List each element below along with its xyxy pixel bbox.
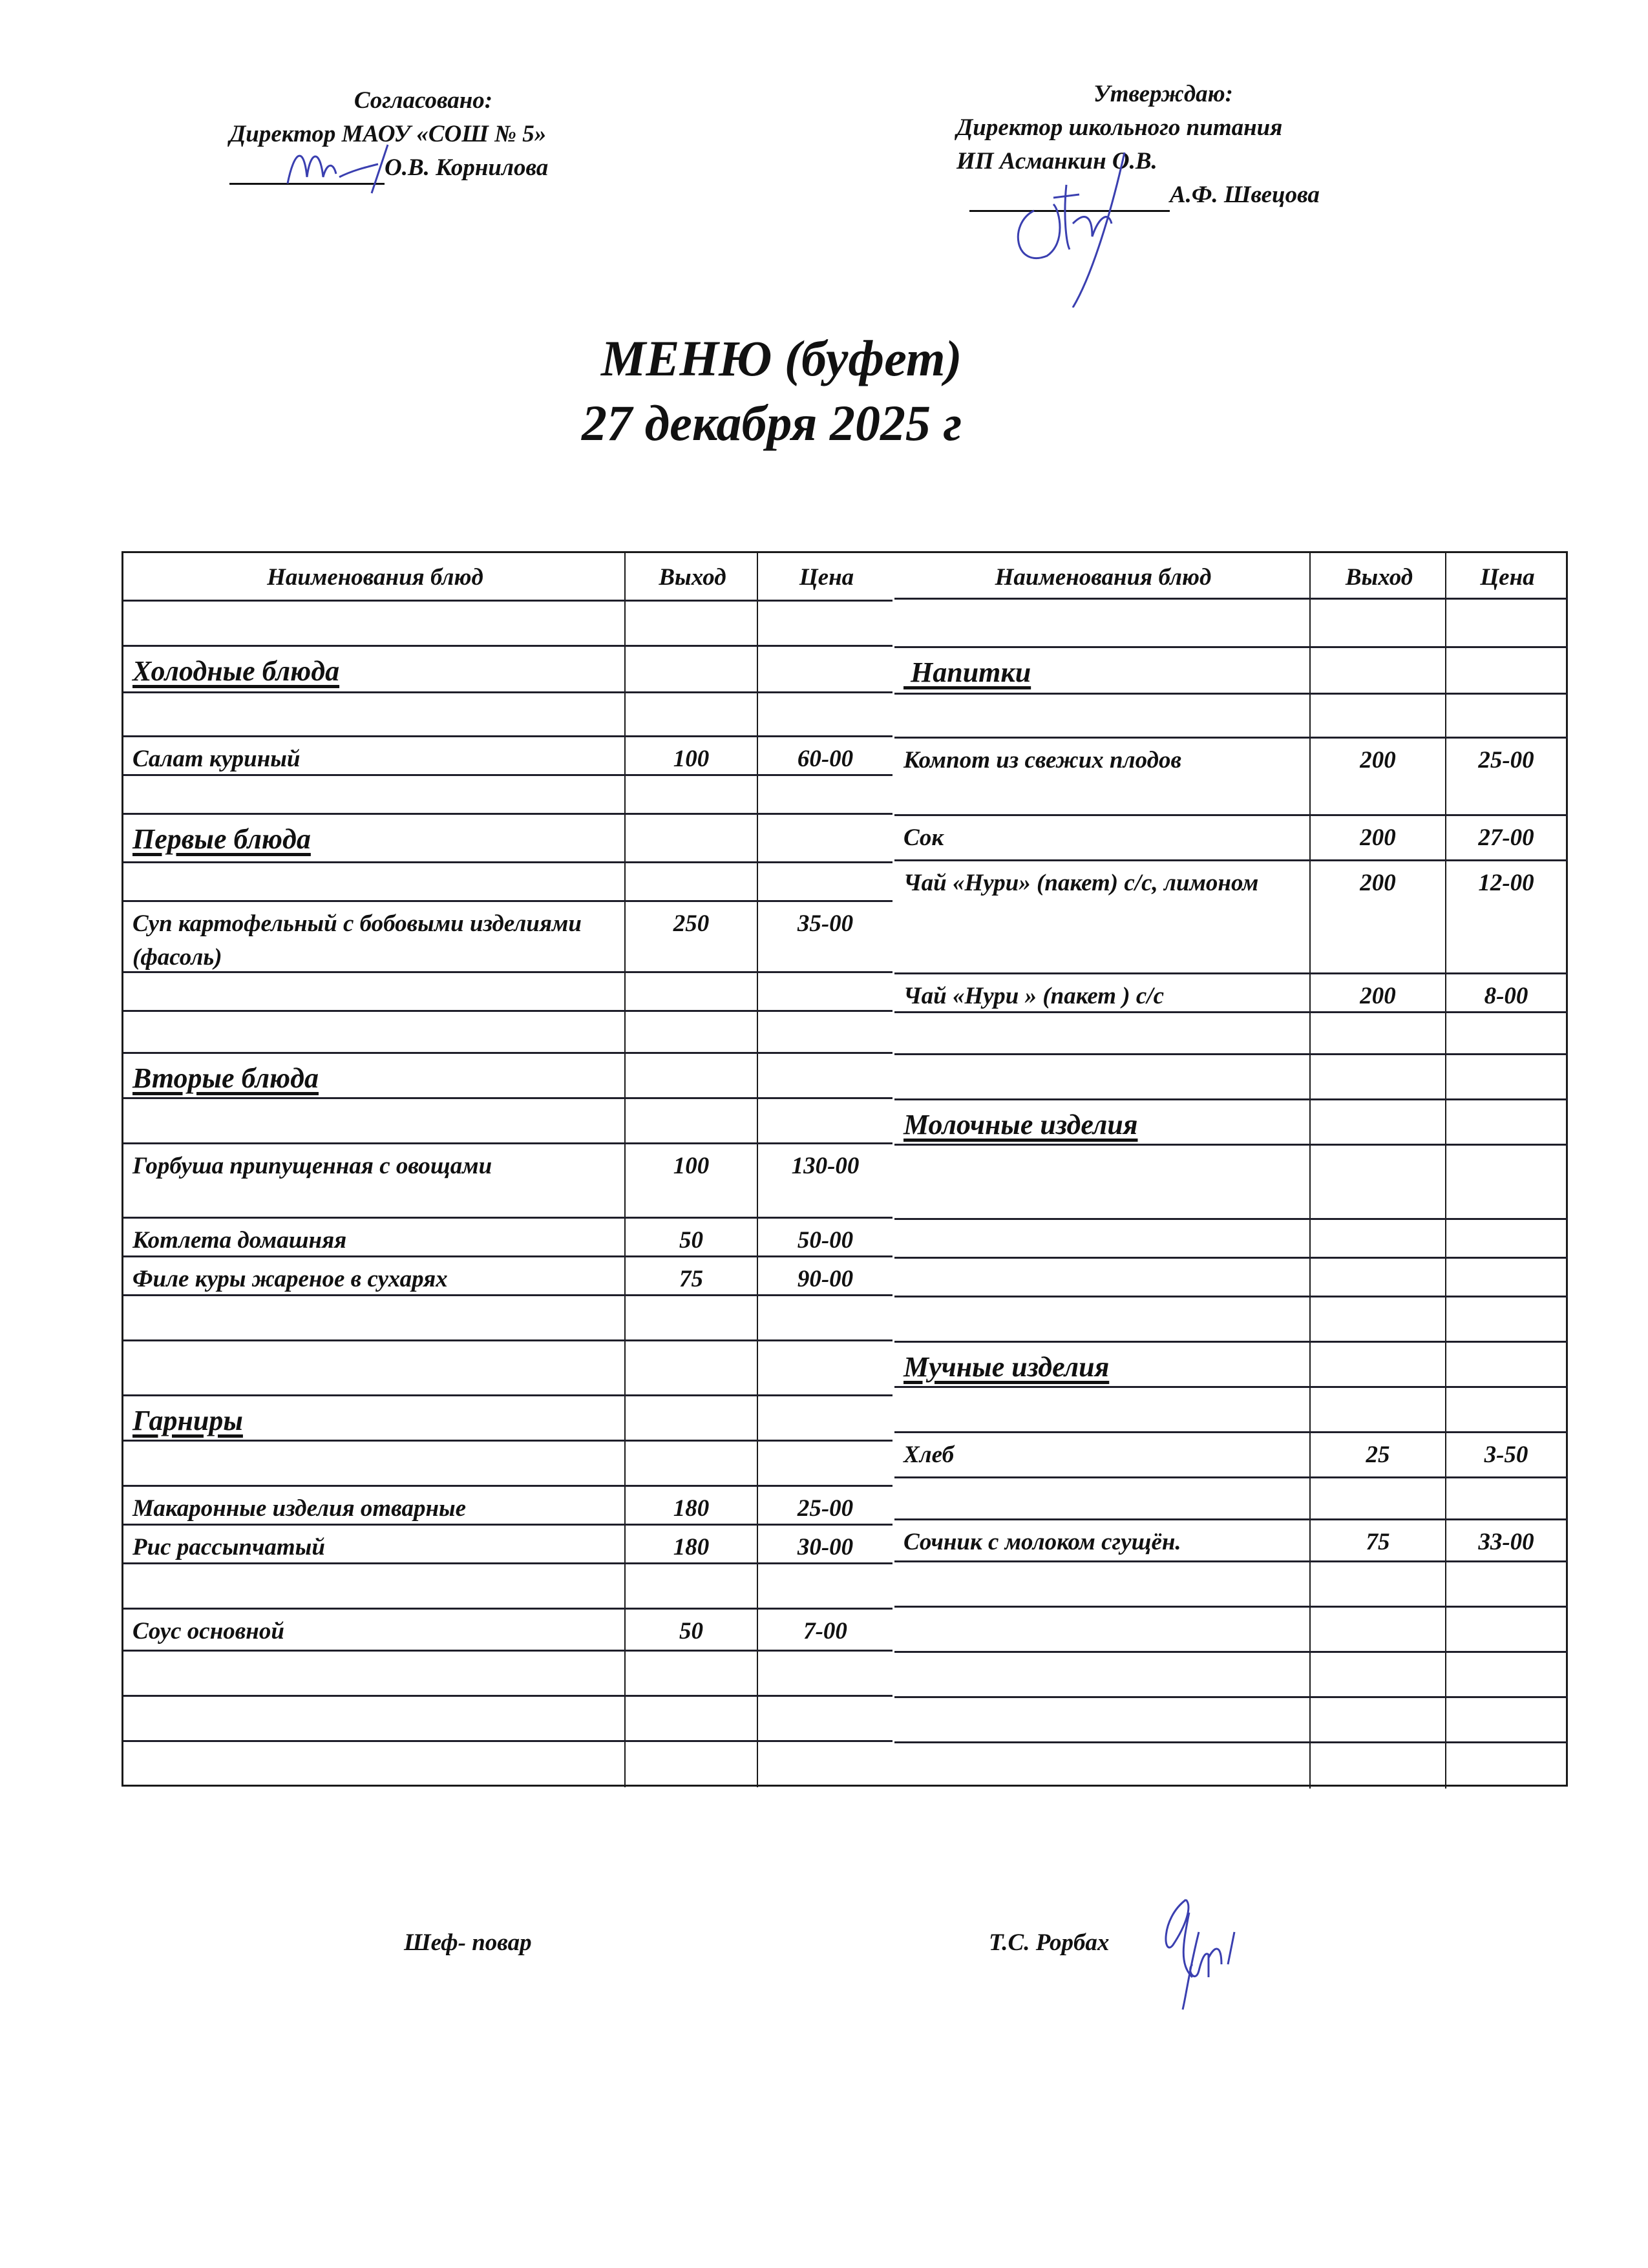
output-cell xyxy=(1309,648,1445,693)
name-cell xyxy=(123,1442,624,1485)
name-cell xyxy=(123,1564,624,1608)
price-cell xyxy=(1445,600,1566,646)
header-price: Цена xyxy=(757,553,893,600)
output-cell xyxy=(624,776,757,813)
dish-price: 3-50 xyxy=(1445,1433,1566,1476)
blank-row xyxy=(894,1478,1568,1520)
blank-row xyxy=(894,1013,1568,1055)
output-cell xyxy=(1309,1698,1445,1741)
approval-heading-left: Согласовано: xyxy=(354,87,493,114)
table-row xyxy=(123,1487,893,1526)
section-row xyxy=(123,1396,893,1442)
blank-row xyxy=(894,1608,1568,1653)
dish-price: 12-00 xyxy=(1445,861,1566,972)
header-output: Выход xyxy=(624,553,757,600)
name-cell xyxy=(894,1653,1309,1696)
output-cell xyxy=(1309,1055,1445,1098)
output-cell xyxy=(1309,1297,1445,1341)
price-cell xyxy=(757,1396,893,1440)
header-name: Наименования блюд xyxy=(995,564,1212,591)
output-cell xyxy=(624,602,757,645)
name-cell xyxy=(894,600,1309,646)
price-cell xyxy=(1445,1478,1566,1518)
dish-name: Филе куры жареное в сухарях xyxy=(132,1266,448,1292)
chef-role: Шеф- повар xyxy=(404,1929,532,1956)
price-cell xyxy=(1445,1220,1566,1257)
name-cell xyxy=(894,1013,1309,1053)
dish-output: 200 xyxy=(1309,739,1445,814)
table-row xyxy=(894,861,1568,974)
output-cell xyxy=(624,1012,757,1052)
name-cell xyxy=(123,776,624,813)
menu-title: МЕНЮ (буфет) xyxy=(601,330,962,386)
approval-block-right xyxy=(956,78,1448,212)
table-row xyxy=(123,1257,893,1296)
output-cell xyxy=(1309,1562,1445,1606)
blank-row xyxy=(123,602,893,647)
section-row xyxy=(123,815,893,863)
output-cell xyxy=(1309,1146,1445,1218)
dish-name: Компот из свежих плодов xyxy=(903,747,1182,773)
approver-name-right: А.Ф. Швецова xyxy=(1170,182,1320,208)
section-row xyxy=(894,1100,1568,1146)
price-cell xyxy=(757,647,893,691)
approver-position-right: Директор школьного питания xyxy=(956,114,1283,141)
table-row xyxy=(123,1610,893,1652)
blank-row xyxy=(894,1698,1568,1743)
section-title: Напитки xyxy=(903,656,1031,688)
output-cell xyxy=(1309,1743,1445,1789)
output-cell xyxy=(624,1054,757,1097)
blank-row xyxy=(123,1099,893,1144)
dish-name: Соус основной xyxy=(132,1618,284,1644)
blank-row xyxy=(894,695,1568,739)
name-cell xyxy=(123,693,624,735)
blank-row xyxy=(894,1743,1568,1789)
output-cell xyxy=(624,647,757,691)
price-cell xyxy=(1445,1562,1566,1606)
blank-row xyxy=(894,1259,1568,1297)
dish-output: 25 xyxy=(1309,1433,1445,1476)
table-row xyxy=(894,1520,1568,1562)
output-cell xyxy=(624,1652,757,1695)
output-cell xyxy=(624,1341,757,1394)
price-cell xyxy=(1445,1055,1566,1098)
dish-output: 75 xyxy=(624,1257,757,1294)
signature-icon-right xyxy=(995,114,1163,308)
section-title: Гарниры xyxy=(132,1405,243,1436)
dish-output: 75 xyxy=(1309,1520,1445,1560)
name-cell xyxy=(894,1259,1309,1296)
blank-row xyxy=(123,1742,893,1787)
section-row xyxy=(894,648,1568,695)
dish-output: 180 xyxy=(624,1526,757,1562)
approver-position-left: Директор МАОУ «СОШ № 5» xyxy=(229,121,547,147)
name-cell xyxy=(123,1652,624,1695)
table-row xyxy=(894,1433,1568,1478)
output-cell xyxy=(1309,695,1445,737)
output-cell xyxy=(1309,600,1445,646)
output-cell xyxy=(624,1697,757,1740)
name-cell xyxy=(894,1743,1309,1789)
output-cell xyxy=(1309,1100,1445,1144)
blank-row xyxy=(123,1442,893,1487)
price-cell xyxy=(1445,1608,1566,1651)
table-row xyxy=(123,902,893,973)
dish-output: 180 xyxy=(624,1487,757,1524)
output-cell xyxy=(1309,1608,1445,1651)
section-row xyxy=(123,647,893,693)
output-cell xyxy=(624,973,757,1010)
price-cell xyxy=(1445,1146,1566,1218)
price-cell xyxy=(1445,1259,1566,1296)
name-cell xyxy=(123,1742,624,1787)
dish-price: 130-00 xyxy=(757,1144,893,1217)
table-row xyxy=(123,1219,893,1257)
section-row xyxy=(123,1054,893,1099)
name-cell xyxy=(894,695,1309,737)
price-cell xyxy=(1445,1743,1566,1789)
output-cell xyxy=(1309,1259,1445,1296)
price-cell xyxy=(757,1652,893,1695)
dish-output: 100 xyxy=(624,737,757,774)
name-cell xyxy=(894,1220,1309,1257)
dish-output: 100 xyxy=(624,1144,757,1217)
dish-price: 90-00 xyxy=(757,1257,893,1294)
table-header-row xyxy=(123,553,893,602)
dish-price: 33-00 xyxy=(1445,1520,1566,1560)
price-cell xyxy=(757,1012,893,1052)
dish-name: Рис рассыпчатый xyxy=(132,1534,325,1560)
dish-output: 50 xyxy=(624,1219,757,1255)
blank-row xyxy=(123,973,893,1012)
price-cell xyxy=(1445,1100,1566,1144)
blank-row xyxy=(894,1297,1568,1343)
dish-name: Котлета домашняя xyxy=(132,1227,347,1254)
price-cell xyxy=(757,1564,893,1608)
approver-organization-right: ИП Асманкин О.В. xyxy=(956,148,1157,174)
blank-row xyxy=(123,1652,893,1697)
name-cell xyxy=(894,1608,1309,1651)
title-block xyxy=(517,326,1099,456)
blank-row xyxy=(894,1562,1568,1608)
table-row xyxy=(123,1526,893,1564)
price-cell xyxy=(757,602,893,645)
section-title: Вторые блюда xyxy=(132,1062,319,1094)
name-cell xyxy=(894,1146,1309,1218)
menu-date: 27 декабря 2025 г xyxy=(582,395,962,451)
name-cell xyxy=(123,1099,624,1142)
name-cell xyxy=(123,1697,624,1740)
output-cell xyxy=(1309,1653,1445,1696)
output-cell xyxy=(624,1742,757,1787)
price-cell xyxy=(757,1697,893,1740)
price-cell xyxy=(757,1296,893,1339)
price-cell xyxy=(757,815,893,861)
name-cell xyxy=(123,602,624,645)
name-cell xyxy=(123,973,624,1010)
name-cell xyxy=(894,1478,1309,1518)
table-row xyxy=(894,739,1568,816)
dish-price: 8-00 xyxy=(1445,974,1566,1011)
price-cell xyxy=(1445,1013,1566,1053)
name-cell xyxy=(123,1341,624,1394)
dish-price: 35-00 xyxy=(757,902,893,971)
dish-output: 250 xyxy=(624,902,757,971)
blank-row xyxy=(123,1564,893,1610)
name-cell xyxy=(123,1296,624,1339)
price-cell xyxy=(1445,1297,1566,1341)
dish-name: Сок xyxy=(903,824,944,851)
output-cell xyxy=(624,1396,757,1440)
blank-row xyxy=(123,693,893,737)
output-cell xyxy=(624,693,757,735)
blank-row xyxy=(894,600,1568,648)
blank-row xyxy=(894,1220,1568,1259)
signature-icon-left xyxy=(275,132,404,196)
blank-row xyxy=(123,1341,893,1396)
section-title: Первые блюда xyxy=(132,823,311,855)
table-row xyxy=(123,1144,893,1219)
approval-heading-right: Утверждаю: xyxy=(1093,81,1234,107)
output-cell xyxy=(1309,1478,1445,1518)
section-title: Мучные изделия xyxy=(903,1351,1110,1383)
price-cell xyxy=(757,1054,893,1097)
blank-row xyxy=(894,1146,1568,1220)
dish-name: Суп картофельный с бобовыми изделиями (фасоль) xyxy=(132,910,582,971)
name-cell xyxy=(894,1698,1309,1741)
dish-output: 200 xyxy=(1309,816,1445,859)
dish-output: 50 xyxy=(624,1610,757,1650)
price-cell xyxy=(1445,648,1566,693)
menu-table xyxy=(121,551,1568,1787)
price-cell xyxy=(757,973,893,1010)
name-cell xyxy=(123,863,624,900)
price-cell xyxy=(1445,1653,1566,1696)
price-cell xyxy=(757,693,893,735)
output-cell xyxy=(624,1564,757,1608)
chef-signature-icon xyxy=(1160,1893,1315,2022)
blank-row xyxy=(123,1296,893,1341)
approver-name-left: О.В. Корнилова xyxy=(385,154,549,181)
name-cell xyxy=(894,1297,1309,1341)
section-title: Молочные изделия xyxy=(903,1109,1138,1140)
name-cell xyxy=(123,1012,624,1052)
price-cell xyxy=(1445,1343,1566,1386)
dish-price: 25-00 xyxy=(1445,739,1566,814)
price-cell xyxy=(1445,1698,1566,1741)
output-cell xyxy=(624,1296,757,1339)
chef-name: Т.С. Рорбах xyxy=(989,1929,1110,1956)
section-title: Холодные блюда xyxy=(132,655,340,687)
blank-row xyxy=(123,1012,893,1054)
blank-row xyxy=(894,1055,1568,1100)
dish-price: 30-00 xyxy=(757,1526,893,1562)
table-row xyxy=(894,974,1568,1013)
name-cell xyxy=(894,1562,1309,1606)
price-cell xyxy=(757,1442,893,1485)
output-cell xyxy=(624,863,757,900)
price-cell xyxy=(757,1099,893,1142)
blank-row xyxy=(123,863,893,902)
dish-price: 60-00 xyxy=(757,737,893,774)
approval-block-left xyxy=(229,84,630,185)
table-header-row xyxy=(894,553,1568,600)
dish-price: 25-00 xyxy=(757,1487,893,1524)
output-cell xyxy=(1309,1388,1445,1431)
dish-price: 7-00 xyxy=(757,1610,893,1650)
table-row xyxy=(894,816,1568,861)
output-cell xyxy=(624,815,757,861)
price-cell xyxy=(1445,1388,1566,1431)
price-cell xyxy=(1445,695,1566,737)
price-cell xyxy=(757,1341,893,1394)
name-cell xyxy=(894,1388,1309,1431)
dish-price: 50-00 xyxy=(757,1219,893,1255)
name-cell xyxy=(894,1055,1309,1098)
dish-name: Салат куриный xyxy=(132,746,301,772)
output-cell xyxy=(1309,1343,1445,1386)
dish-output: 200 xyxy=(1309,974,1445,1011)
header-price: Цена xyxy=(1445,553,1566,598)
output-cell xyxy=(1309,1220,1445,1257)
dish-name: Чай «Нури » (пакет ) с/с xyxy=(903,983,1165,1009)
blank-row xyxy=(123,1697,893,1742)
output-cell xyxy=(624,1442,757,1485)
output-cell xyxy=(624,1099,757,1142)
dish-name: Сочник с молоком сгущён. xyxy=(903,1529,1181,1555)
section-row xyxy=(894,1343,1568,1388)
dish-name: Макаронные изделия отварные xyxy=(132,1495,467,1522)
price-cell xyxy=(757,1742,893,1787)
blank-row xyxy=(894,1388,1568,1433)
blank-row xyxy=(123,776,893,815)
header-name: Наименования блюд xyxy=(267,564,483,591)
dish-name: Чай «Нури» (пакет) с/с, лимоном xyxy=(903,870,1259,896)
price-cell xyxy=(757,776,893,813)
dish-name: Хлеб xyxy=(903,1442,955,1468)
dish-price: 27-00 xyxy=(1445,816,1566,859)
header-output: Выход xyxy=(1309,553,1445,598)
price-cell xyxy=(757,863,893,900)
table-row xyxy=(123,737,893,776)
blank-row xyxy=(894,1653,1568,1698)
output-cell xyxy=(1309,1013,1445,1053)
dish-output: 200 xyxy=(1309,861,1445,972)
dish-name: Горбуша припущенная с овощами xyxy=(132,1153,492,1179)
